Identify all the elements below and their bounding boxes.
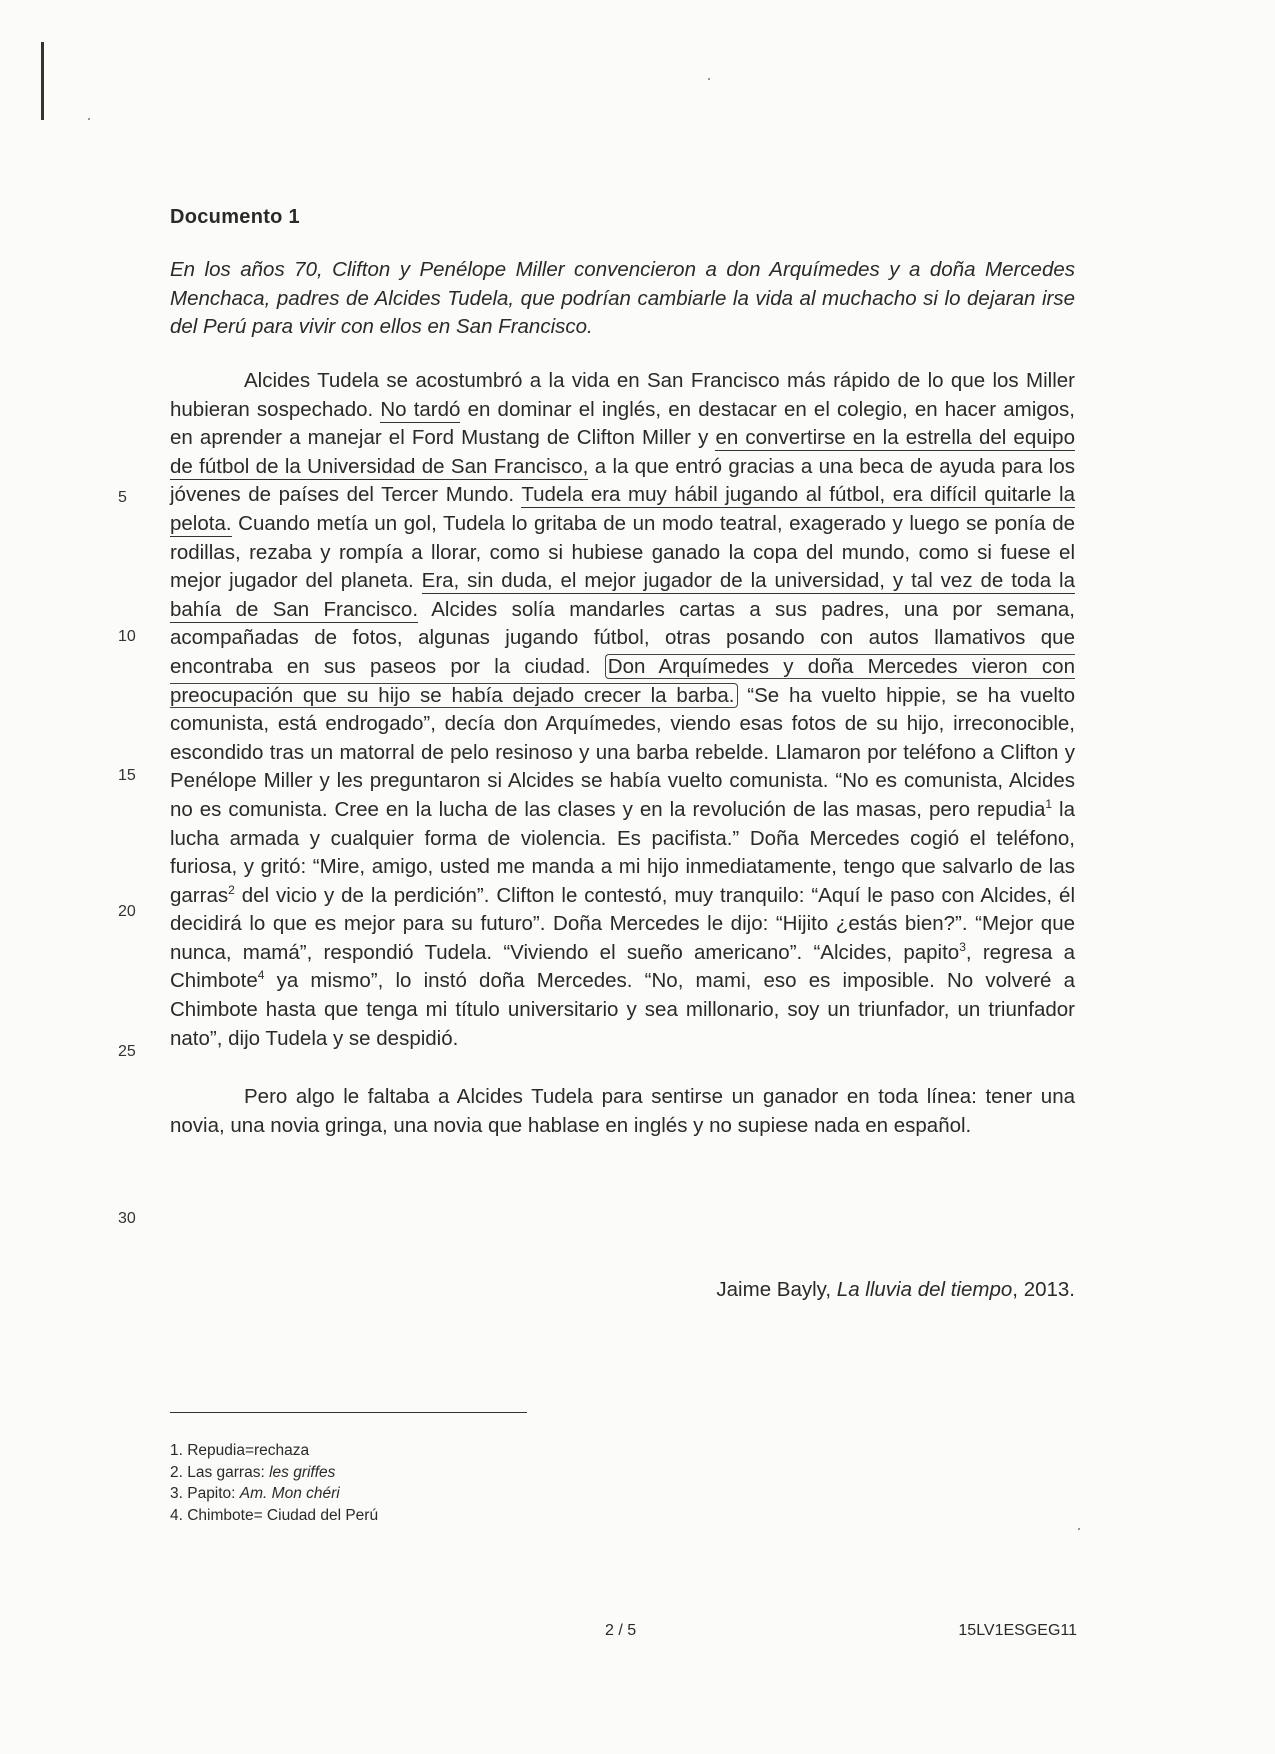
underlined-text: Tudela era muy hábil jugando al fútbol, era difícil quitarle la pelota. [170,483,1075,535]
line-number: 10 [118,628,136,645]
text-segment: “Se ha vuelto hippie, se ha vuelto comunista, está endrogado”, decía don Arquímedes, viendo esas fotos de su hijo, irreconocible, escondido tras un matorral de pelo resinoso y una barba rebelde. Llamaron por teléfono a Clifton y Penélope Miller y les preguntaron si Alcides se había vuelto comunista. “No es comunista, Alcides no es comunista. Cree en la lucha de las clases y en la revolución de las masas, pero repudia [170,683,1075,821]
citation-year: , 2013. [1012,1278,1075,1301]
line-number: 30 [118,1210,136,1227]
text-segment: , regresa a Chimbote [170,940,1076,993]
footnote-ref: 4 [257,968,265,983]
document-title: Documento 1 [170,206,300,228]
citation-author: Jaime Bayly, [716,1278,832,1301]
exam-code: 15LV1ESGEG11 [958,1622,1077,1639]
page-number: 2 / 5 [605,1622,637,1639]
intro-paragraph: En los años 70, Clifton y Penélope Miller convencieron a don Arquímedes y a doña Mercedes Menchaca, padres de Alcides Tudela, que podrían cambiarle la vida al muchacho si lo dejaran irse del Perú para vivir con ellos en San Francisco. [170,258,1075,338]
scan-speck [88,118,90,120]
footnote-divider [170,1412,527,1413]
citation [716,1278,1075,1302]
text-segment: a la que entró gracias a una beca de ayuda para los jóvenes de países del Tercer Mundo. [170,454,1076,507]
line-number: 5 [118,489,127,506]
footnote [170,1440,378,1462]
footnote [170,1505,378,1527]
scan-speck [1078,1528,1080,1530]
footnote-text: 2. Las garras: [170,1463,270,1481]
main-text [170,367,1075,1140]
text-segment: la lucha armada y cualquier forma de violencia. Es pacifista.” Doña Mercedes cogió el teléfono, furiosa, y gritó: “Mire, amigo, usted me manda a mi hijo inmediatamente, tengo que salvarlo de las garras [170,797,1075,907]
footnote-ref: 2 [228,882,235,897]
text-segment: Cuando metía un gol, Tudela lo gritaba de un modo teatral, exagerado y luego se ponía de rodillas, rezaba y rompía a llorar, como si hubiese ganado la copa del mundo, como si fuese el mejor jugador del planeta. [170,511,1075,593]
line-number: 25 [118,1043,136,1060]
underlined-text: No tardó [380,397,461,421]
footnote-ref: 1 [1045,797,1053,812]
line-number: 15 [118,767,136,784]
footnote-text: 4. Chimbote= Ciudad del Perú [170,1506,379,1524]
paragraph-2: Pero algo le faltaba a Alcides Tudela para sentirse un ganador en toda línea: tener una novia, una novia gringa, una novia que hablase en inglés y no supiese nada en español. [170,1085,1075,1137]
footnote [170,1483,378,1505]
citation-work: La lluvia del tiempo [836,1278,1013,1301]
bracketed-annotation: Don Arquímedes y doña Mercedes vieron con preocupación que su hijo se había dejado crecer la barba. [170,654,1075,707]
footnote-text: 3. Papito: [170,1485,240,1502]
footnote-translation: les griffes [269,1463,336,1481]
footnote-translation: Am. Mon chéri [239,1485,340,1502]
text-segment: Alcides solía mandarles cartas a sus padres, una por semana, acompañadas de fotos, algunas jugando fútbol, otras posando con autos llamativos que encontraba en sus paseos por la ciudad. [170,597,1075,678]
margin-mark [41,42,44,120]
text-segment: del vicio y de la perdición”. Clifton le contestó, muy tranquilo: “Aquí le paso con Alcides, él decidirá lo que es mejor para su futuro”. Doña Mercedes le dijo: “Hijito ¿estás bien?”. “Mejor que nunca, mamá”, respondió Tudela. “Viviendo el sueño americano”. “Alcides, papito [170,883,1076,964]
paragraph-1 [170,367,1075,1053]
line-number: 20 [118,903,136,920]
footnote-ref: 3 [959,940,966,955]
underlined-text: Era, sin duda, el mejor jugador de la universidad, y tal vez de toda la bahía de San Francisco. [170,569,1075,621]
scan-speck [708,78,710,80]
text-segment: en dominar el inglés, en destacar en el colegio, en hacer amigos, en aprender a manejar el Ford Mustang de Clifton Miller y [170,397,1075,450]
text-segment: Alcides Tudela se acostumbró a la vida en San Francisco más rápido de lo que los Miller hubieran sospechado. [170,369,1075,421]
text-segment: ya mismo”, lo instó doña Mercedes. “No, mami, eso es imposible. No volveré a Chimbote hasta que tenga mi título universitario y sea millonario, soy un triunfador, un triunfador nato”, dijo Tudela y se despidió. [170,969,1076,1050]
footnote [170,1462,378,1484]
underlined-text: en convertirse en la estrella del equipo de fútbol de la Universidad de San Francisco, [170,426,1075,478]
footnotes [170,1440,378,1526]
footnote-text: 1. Repudia=rechaza [170,1442,310,1459]
